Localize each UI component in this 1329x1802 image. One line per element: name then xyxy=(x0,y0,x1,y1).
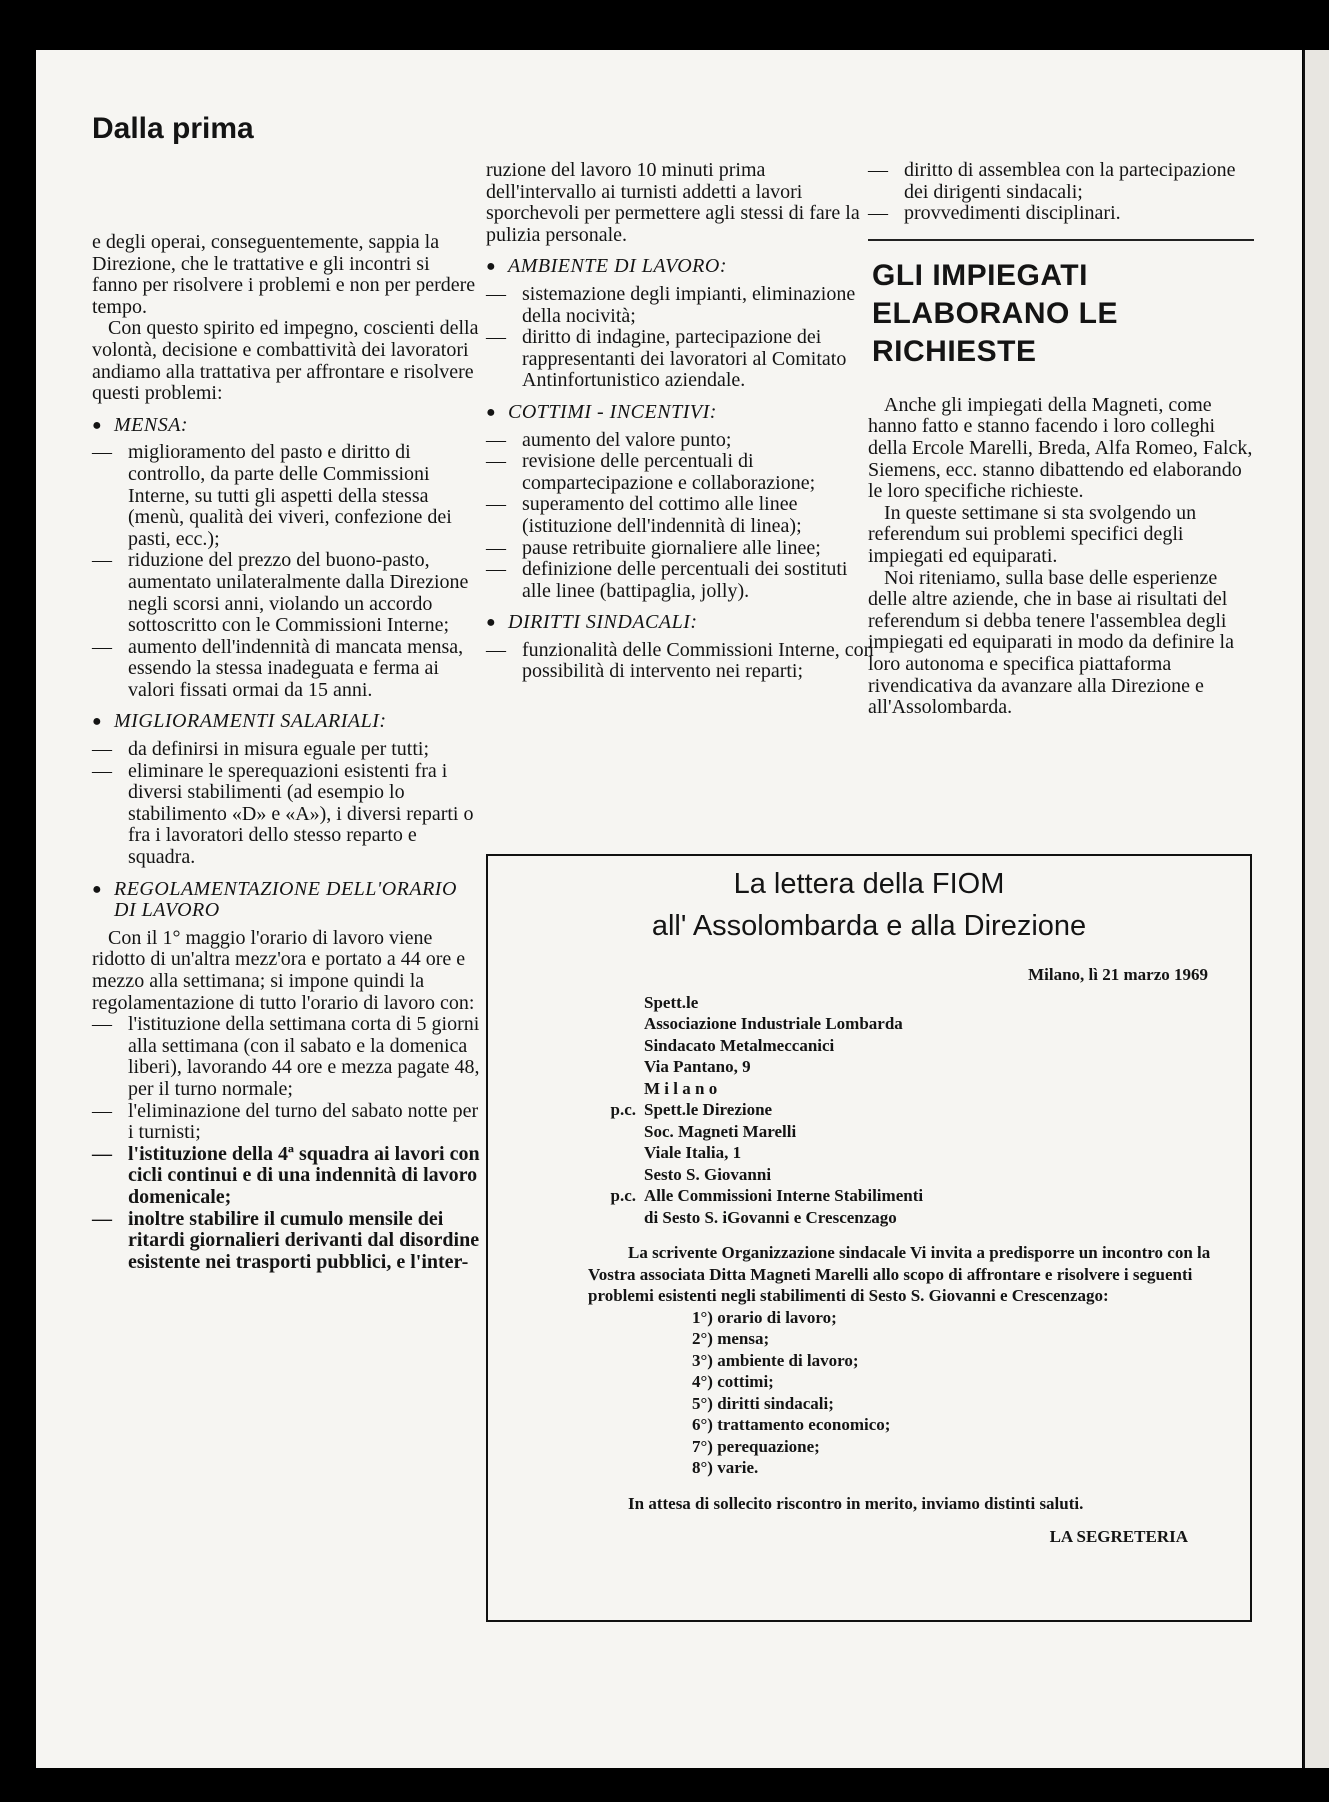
cottimi-item: — superamento del cottimo alle linee (istituzione dell'indennità di linea); xyxy=(486,494,876,537)
section-diritti-title: ● DIRITTI SINDACALI: xyxy=(486,612,876,634)
orario-item: — l'istituzione della settimana corta di 5 giorni alla settimana (con il sabato e la domenica liberi), lavorando 44 ore e mezza pagate 48, per il turno normale; xyxy=(92,1014,480,1100)
impiegati-paragraph: Noi riteniamo, sulla base delle esperienze delle altre aziende, che in base ai risultati del referendum si debba tenere l'assemblea degli impiegati ed equiparati in modo da definire la loro autonoma e specifica piattaforma rivendicativa da avanzare alla Direzione e all'Assolombarda. xyxy=(868,566,1234,719)
address-line: Alle Commissioni Interne Stabilimenti xyxy=(644,1186,924,1205)
section-ambiente-title: ● AMBIENTE DI LAVORO: xyxy=(486,256,876,278)
divider xyxy=(868,239,1254,241)
orario-item: — inoltre stabilire il cumulo mensile dei ritardi giornalieri derivanti dal disordine esistente nei trasporti pubblici, e l'inter- xyxy=(92,1209,480,1274)
address-line: Sindacato Metalmeccanici xyxy=(644,1035,835,1055)
cottimi-item: — revisione delle percentuali di compartecipazione e collaborazione; xyxy=(486,451,876,494)
orario-item: — l'istituzione della 4ª squadra ai lavori con cicli continui e di una indennità di lavoro domenicale; xyxy=(92,1144,480,1209)
address-line: di Sesto S. iGovanni e Crescenzago xyxy=(644,1207,897,1227)
letter-headline-1: La lettera della FIOM xyxy=(733,868,1005,900)
section-salari-title: ● MIGLIORAMENTI SALARIALI: xyxy=(92,711,480,733)
list-item: 3°) ambiente di lavoro; xyxy=(692,1350,859,1370)
impiegati-paragraph: In queste settimane si sta svolgendo un referendum sui problemi specifici degli impiegati ed equiparati. xyxy=(868,501,1197,567)
page-edge xyxy=(1303,50,1329,1768)
letter-body xyxy=(588,964,1228,1548)
mensa-item: — miglioramento del pasto e diritto di controllo, da parte delle Commissioni Interne, su tutti gli aspetti della stessa (menù, qualità dei viveri, confezione dei pasti, ecc.); xyxy=(92,442,480,550)
orario-paragraph: Con il 1° maggio l'orario di lavoro viene ridotto di un'altra mezz'ora e portato a 44 ore e mezzo alla settimana; si impone quindi la regolamentazione di tutto l'orario di lavoro con: xyxy=(92,926,475,1014)
list-item: 5°) diritti sindacali; xyxy=(692,1393,834,1413)
letter-signature: LA SEGRETERIA xyxy=(1049,1527,1188,1546)
cottimi-item: — aumento del valore punto; xyxy=(486,430,876,452)
address-pc-label: p.c. xyxy=(610,1186,636,1205)
address-line: Associazione Industriale Lombarda xyxy=(644,1014,903,1033)
impiegati-headline: GLI IMPIEGATI ELABORANO LE RICHIESTE xyxy=(872,258,1118,368)
cottimi-item: — definizione delle percentuali dei sostituti alle linee (battipaglia, jolly). xyxy=(486,559,876,602)
letter-closing: In attesa di sollecito riscontro in merito, inviamo distinti saluti. xyxy=(628,1493,1084,1513)
section-mensa-title: ● MENSA: xyxy=(92,415,480,437)
address-line: Viale Italia, 1 xyxy=(644,1143,742,1162)
salari-item: — da definirsi in misura eguale per tutti; xyxy=(92,739,480,761)
address-line: Soc. Magneti Marelli xyxy=(644,1121,797,1141)
column-3 xyxy=(868,160,1254,719)
ambiente-item: — diritto di indagine, partecipazione dei rappresentanti dei lavoratori al Comitato Antinfortunistico aziendale. xyxy=(486,327,876,392)
letter-address-block xyxy=(588,992,1228,1229)
list-item: 4°) cottimi; xyxy=(692,1372,774,1391)
section-orario-title: ● REGOLAMENTAZIONE DELL'ORARIO DI LAVORO xyxy=(92,879,480,922)
intro-paragraph-2: Con questo spirito ed impegno, coscienti della volontà, decisione e combattività dei lavoratori andiamo alla trattativa per affrontare e risolvere questi problemi: xyxy=(92,317,479,405)
mensa-item: — aumento dell'indennità di mancata mensa, essendo la stessa inadeguata e ferma ai valori fissati ormai da 15 anni. xyxy=(92,637,480,702)
left-column-title: Dalla prima xyxy=(92,112,254,145)
diritti-item: — funzionalità delle Commissioni Interne, con possibilità di intervento nei reparti; xyxy=(486,640,876,683)
letter-headline-2: all' Assolombarda e alla Direzione xyxy=(651,910,1087,942)
list-item: 6°) trattamento economico; xyxy=(692,1415,891,1434)
list-item: 1°) orario di lavoro; xyxy=(692,1307,837,1327)
diritti-item: — diritto di assemblea con la partecipazione dei dirigenti sindacali; xyxy=(868,160,1254,203)
cottimi-item: — pause retribuite giornaliere alle linee; xyxy=(486,538,876,560)
column-2 xyxy=(486,160,876,683)
salari-item: — eliminare le sperequazioni esistenti fra i diversi stabilimenti (ad esempio lo stabilimento «D» e «A»), i diversi reparti o fra i lavoratori dello stesso reparto e squadra. xyxy=(92,761,480,869)
orario-item: — l'eliminazione del turno del sabato notte per i turnisti; xyxy=(92,1101,480,1144)
continued-paragraph: ruzione del lavoro 10 minuti prima dell'intervallo ai turnisti addetti a lavori sporchevoli per permettere agli stessi di fare la pulizia personale. xyxy=(486,159,860,246)
letter-problem-list xyxy=(588,1307,1228,1479)
address-pc-label: p.c. xyxy=(610,1100,636,1119)
address-line: Via Pantano, 9 xyxy=(644,1057,751,1076)
address-line: Spett.le Direzione xyxy=(644,1100,773,1119)
intro-paragraph-1: e degli operai, conseguentemente, sappia la Direzione, che le trattative e gli incontri si fanno per risolvere i problemi e non per perdere tempo. xyxy=(92,231,476,318)
diritti-item: — provvedimenti disciplinari. xyxy=(868,203,1254,225)
section-cottimi-title: ● COTTIMI - INCENTIVI: xyxy=(486,402,876,424)
list-item: 7°) perequazione; xyxy=(692,1436,820,1456)
address-line: Sesto S. Giovanni xyxy=(644,1164,772,1184)
address-line: M i l a n o xyxy=(644,1078,718,1098)
impiegati-paragraph: Anche gli impiegati della Magneti, come hanno fatto e stanno facendo i loro colleghi della Ercole Marelli, Breda, Alfa Romeo, Falck, Siemens, ecc. stanno dibattendo ed elaborando le loro specifiche richieste. xyxy=(868,393,1253,503)
letter-main-text: La scrivente Organizzazione sindacale Vi invita a predisporre un incontro con la Vostra associata Ditta Magneti Marelli allo scopo di affrontare e risolvere i seguenti problemi esistenti negli stabilimenti di Sesto S. Giovanni e Crescenzago: xyxy=(588,1243,1211,1305)
ambiente-item: — sistemazione degli impianti, eliminazione della nocività; xyxy=(486,284,876,327)
mensa-item: — riduzione del prezzo del buono-pasto, aumentato unilateralmente dalla Direzione negli scorsi anni, violando un accordo sottoscritto con le Commissioni Interne; xyxy=(92,550,480,636)
fiom-letter-box xyxy=(486,854,1252,1622)
address-line: Spett.le xyxy=(644,992,699,1012)
list-item: 2°) mensa; xyxy=(692,1329,770,1348)
letter-date: Milano, lì 21 marzo 1969 xyxy=(1028,965,1208,984)
column-1 xyxy=(92,232,480,1273)
list-item: 8°) varie. xyxy=(692,1458,759,1477)
